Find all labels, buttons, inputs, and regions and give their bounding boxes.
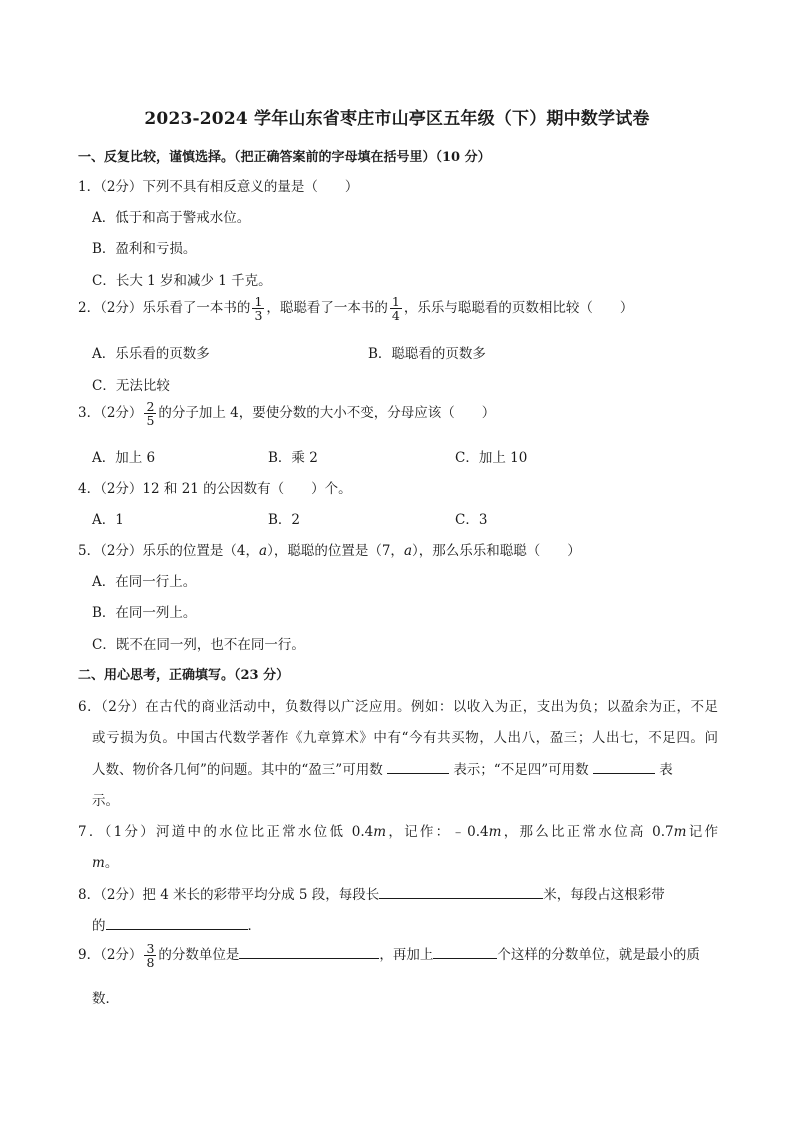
q2-fraction-1-numerator: 1	[254, 294, 263, 309]
question-6-line-3	[92, 758, 673, 778]
q5-part-1: 5．（2分）乐乐的位置是（4，	[78, 543, 260, 559]
question-2	[78, 295, 633, 322]
q2-fraction-2-numerator: 1	[391, 294, 400, 309]
q2-option-a: A．乐乐看的页数多	[92, 346, 210, 362]
q7-text-end: 。	[104, 855, 119, 871]
question-4: 4．（2分）12 和 21 的公因数有（ ）个。	[78, 481, 352, 497]
question-3	[78, 400, 495, 427]
q8-answer-blank-1[interactable]	[379, 886, 543, 899]
question-6-line-1: 6．（2分）在古代的商业活动中，负数得以广泛应用。例如：以收入为正，支出为负；以盈余为正，不足	[78, 699, 718, 715]
section-heading-choice: 一、反复比较，谨慎选择。（把正确答案前的字母填在括号里）（10 分）	[78, 150, 491, 165]
q7-unit-1: m	[373, 824, 387, 840]
q4-option-c: C．3	[455, 512, 488, 528]
question-5	[78, 539, 581, 559]
q6-answer-blank-2[interactable]	[593, 761, 655, 774]
question-7-line-1	[78, 820, 718, 840]
question-8-line-2	[92, 914, 261, 934]
q9-fraction-numerator: 3	[146, 941, 155, 956]
section-heading-fill: 二、用心思考，正确填写。（23 分）	[78, 668, 290, 683]
question-7-line-2	[92, 851, 118, 871]
q7-text-d: 记作	[686, 824, 718, 840]
q5-option-b: B．在同一列上。	[92, 605, 197, 621]
q9-answer-blank-1[interactable]	[239, 946, 379, 959]
q5-part-3: ），那么乐乐和聪聪（ ）	[412, 543, 581, 559]
q1-option-c: C．长大 1 岁和减少 1 千克。	[92, 273, 272, 289]
q8-text-b: 米，每段占这根彩带	[543, 887, 665, 903]
q2-fraction-2	[390, 295, 402, 322]
q7-unit-4: m	[92, 855, 105, 871]
question-9-line-1	[78, 942, 700, 969]
q4-option-b: B．2	[268, 512, 301, 528]
q8-text-c: 的	[92, 918, 106, 934]
q3-fraction	[144, 400, 156, 427]
q2-fraction-1	[252, 295, 264, 322]
q3-option-c: C．加上 10	[455, 450, 528, 466]
q2-option-b: B．聪聪看的页数多	[368, 346, 486, 362]
q3-prefix: 3．（2分）	[78, 405, 143, 422]
q2-fraction-1-denominator: 3	[254, 308, 263, 324]
q1-option-b: B．盈利和亏损。	[92, 241, 197, 257]
q7-text-c: ，那么比正常水位高 0.7	[501, 824, 674, 840]
q5-part-2: ），聪聪的位置是（7，	[267, 543, 404, 559]
page-title: 2023-2024 学年山东省枣庄市山亭区五年级（下）期中数学试卷	[144, 109, 650, 129]
q8-text-d: ．	[247, 918, 261, 934]
q2-prefix: 2．（2分）乐乐看了一本书的	[78, 300, 251, 317]
q5-option-a: A．在同一行上。	[92, 574, 197, 590]
q2-mid: ，聪聪看了一本书的	[266, 300, 388, 317]
q9-fraction-denominator: 8	[146, 955, 155, 971]
q3-fraction-numerator: 2	[146, 399, 155, 414]
question-9-line-2: 数．	[92, 991, 119, 1007]
q2-fraction-2-denominator: 4	[391, 308, 400, 324]
q5-option-c: C．既不在同一列，也不在同一行。	[92, 637, 305, 653]
q3-option-a: A．加上 6	[92, 450, 156, 466]
q1-option-a: A．低于和高于警戒水位。	[92, 210, 251, 226]
q6-text-c: 表	[659, 762, 673, 778]
q7-unit-3: m	[673, 824, 687, 840]
q8-text-a: 8．（2分）把 4 米长的彩带平均分成 5 段，每段长	[78, 887, 380, 903]
q9-mid2: ，再加上	[379, 947, 434, 964]
q5-variable-1: a	[259, 543, 268, 559]
q3-suffix: 的分子加上 4，要使分数的大小不变，分母应该（ ）	[158, 405, 496, 422]
question-1: 1．（2分）下列不具有相反意义的量是（ ）	[78, 179, 359, 195]
q2-option-c: C．无法比较	[92, 378, 170, 394]
q9-fraction	[144, 942, 156, 969]
q6-text-b: 表示；“不足四”可用数	[453, 762, 589, 778]
q9-suffix: 个这样的分数单位，就是最小的质	[497, 947, 700, 964]
q2-suffix: ，乐乐与聪聪看的页数相比较（ ）	[403, 300, 634, 317]
q6-answer-blank-1[interactable]	[387, 761, 449, 774]
q7-text-b: ，记作：﹣0.4	[386, 824, 489, 840]
q3-option-b: B．乘 2	[268, 450, 318, 466]
q8-answer-blank-2[interactable]	[106, 917, 248, 930]
q9-answer-blank-2[interactable]	[433, 946, 497, 959]
question-6-line-4: 示。	[92, 793, 119, 809]
q9-mid: 的分数单位是	[158, 947, 240, 964]
q9-prefix: 9．（2分）	[78, 947, 143, 964]
q4-option-a: A．1	[92, 512, 124, 528]
q7-unit-2: m	[488, 824, 502, 840]
question-8-line-1	[78, 883, 665, 903]
q5-variable-2: a	[403, 543, 412, 559]
question-6-line-2: 或亏损为负。中国古代数学著作《九章算术》中有“今有共买物，人出八，盈三；人出七，不足四。问	[92, 730, 718, 746]
q6-text-a: 人数、物价各几何”的问题。其中的“盈三”可用数	[92, 762, 383, 778]
q7-text-a: 7．（1分）河道中的水位比正常水位低 0.4	[78, 824, 374, 840]
q3-fraction-denominator: 5	[146, 413, 155, 429]
